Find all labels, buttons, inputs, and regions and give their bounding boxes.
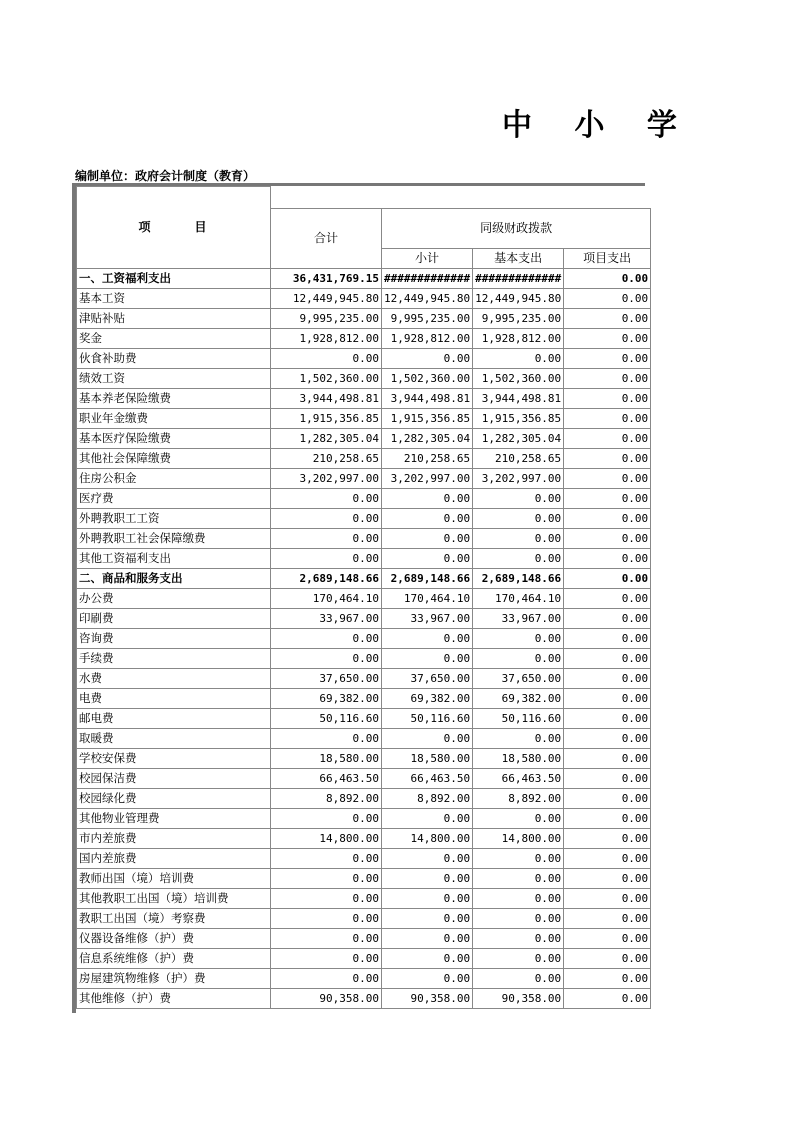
row-name: 职业年金缴费 (77, 409, 271, 429)
row-total: 0.00 (271, 729, 382, 749)
row-name: 手续费 (77, 649, 271, 669)
row-subtotal: 0.00 (382, 629, 473, 649)
row-total: 90,358.00 (271, 989, 382, 1009)
row-project: 0.00 (564, 749, 651, 769)
row-basic: 37,650.00 (473, 669, 564, 689)
row-project: 0.00 (564, 569, 651, 589)
row-subtotal: 1,915,356.85 (382, 409, 473, 429)
row-subtotal: 1,928,812.00 (382, 329, 473, 349)
row-name: 市内差旅费 (77, 829, 271, 849)
row-total: 2,689,148.66 (271, 569, 382, 589)
row-subtotal: 69,382.00 (382, 689, 473, 709)
row-name: 国内差旅费 (77, 849, 271, 869)
header-project: 项目支出 (564, 249, 651, 269)
row-name: 校园绿化费 (77, 789, 271, 809)
row-project: 0.00 (564, 609, 651, 629)
row-basic: 0.00 (473, 909, 564, 929)
table-row (77, 409, 651, 429)
row-name: 基本养老保险缴费 (77, 389, 271, 409)
row-project: 0.00 (564, 989, 651, 1009)
table-row (77, 849, 651, 869)
row-total: 18,580.00 (271, 749, 382, 769)
row-total: 1,282,305.04 (271, 429, 382, 449)
row-total: 14,800.00 (271, 829, 382, 849)
row-project: 0.00 (564, 809, 651, 829)
row-total: 69,382.00 (271, 689, 382, 709)
row-total: 37,650.00 (271, 669, 382, 689)
row-subtotal: 0.00 (382, 649, 473, 669)
row-basic: 90,358.00 (473, 989, 564, 1009)
row-basic: 0.00 (473, 849, 564, 869)
row-project: 0.00 (564, 549, 651, 569)
row-name: 医疗费 (77, 489, 271, 509)
row-subtotal: 18,580.00 (382, 749, 473, 769)
row-subtotal: 0.00 (382, 929, 473, 949)
row-basic: 0.00 (473, 349, 564, 369)
row-name: 奖金 (77, 329, 271, 349)
table-row (77, 369, 651, 389)
row-basic: 66,463.50 (473, 769, 564, 789)
row-total: 210,258.65 (271, 449, 382, 469)
row-project: 0.00 (564, 769, 651, 789)
row-project: 0.00 (564, 329, 651, 349)
table-row (77, 889, 651, 909)
row-subtotal: 0.00 (382, 489, 473, 509)
row-name: 其他社会保障缴费 (77, 449, 271, 469)
row-basic: 3,944,498.81 (473, 389, 564, 409)
row-total: 0.00 (271, 509, 382, 529)
row-project: 0.00 (564, 289, 651, 309)
table-row (77, 689, 651, 709)
row-name: 取暖费 (77, 729, 271, 749)
row-basic: 0.00 (473, 929, 564, 949)
row-project: 0.00 (564, 709, 651, 729)
row-project: 0.00 (564, 729, 651, 749)
row-total: 0.00 (271, 629, 382, 649)
table-row (77, 869, 651, 889)
row-total: 0.00 (271, 969, 382, 989)
row-name: 学校安保费 (77, 749, 271, 769)
row-name: 其他教职工出国（境）培训费 (77, 889, 271, 909)
row-subtotal: 0.00 (382, 509, 473, 529)
row-subtotal: 14,800.00 (382, 829, 473, 849)
row-project: 0.00 (564, 669, 651, 689)
row-name: 外聘教职工社会保障缴费 (77, 529, 271, 549)
table-row (77, 569, 651, 589)
row-name: 伙食补助费 (77, 349, 271, 369)
row-name: 咨询费 (77, 629, 271, 649)
row-subtotal: 210,258.65 (382, 449, 473, 469)
row-total: 66,463.50 (271, 769, 382, 789)
table-row (77, 429, 651, 449)
table-row (77, 609, 651, 629)
row-project: 0.00 (564, 629, 651, 649)
row-name: 其他物业管理费 (77, 809, 271, 829)
table-row (77, 309, 651, 329)
table-row (77, 949, 651, 969)
row-total: 8,892.00 (271, 789, 382, 809)
row-total: 1,915,356.85 (271, 409, 382, 429)
row-total: 0.00 (271, 809, 382, 829)
expense-table (76, 186, 651, 1009)
row-basic: 0.00 (473, 969, 564, 989)
table-row (77, 329, 651, 349)
row-total: 9,995,235.00 (271, 309, 382, 329)
row-subtotal: 66,463.50 (382, 769, 473, 789)
row-subtotal: 0.00 (382, 889, 473, 909)
row-total: 0.00 (271, 349, 382, 369)
row-subtotal: 33,967.00 (382, 609, 473, 629)
row-basic: 0.00 (473, 949, 564, 969)
row-project: 0.00 (564, 869, 651, 889)
row-basic: 14,800.00 (473, 829, 564, 849)
row-subtotal: 0.00 (382, 809, 473, 829)
row-project: 0.00 (564, 349, 651, 369)
row-basic: 3,202,997.00 (473, 469, 564, 489)
row-project: 0.00 (564, 269, 651, 289)
row-project: 0.00 (564, 429, 651, 449)
row-basic: ############# (473, 269, 564, 289)
row-project: 0.00 (564, 789, 651, 809)
row-basic: 0.00 (473, 869, 564, 889)
header-group: 同级财政拨款 (382, 209, 651, 249)
row-basic: 0.00 (473, 649, 564, 669)
row-subtotal: 1,282,305.04 (382, 429, 473, 449)
table-row (77, 929, 651, 949)
table-row (77, 969, 651, 989)
table-row (77, 509, 651, 529)
row-name: 外聘教职工工资 (77, 509, 271, 529)
row-name: 其他维修（护）费 (77, 989, 271, 1009)
row-total: 3,202,997.00 (271, 469, 382, 489)
table-row (77, 529, 651, 549)
unit-label: 编制单位：政府会计制度（教育） (75, 169, 256, 183)
table-row (77, 729, 651, 749)
row-name: 其他工资福利支出 (77, 549, 271, 569)
table-row (77, 829, 651, 849)
row-basic: 1,502,360.00 (473, 369, 564, 389)
table-row (77, 909, 651, 929)
row-basic: 1,915,356.85 (473, 409, 564, 429)
table-row (77, 769, 651, 789)
row-total: 0.00 (271, 929, 382, 949)
header-item: 项 目 (77, 187, 271, 269)
row-project: 0.00 (564, 409, 651, 429)
table-row (77, 789, 651, 809)
row-total: 12,449,945.80 (271, 289, 382, 309)
table-row (77, 349, 651, 369)
row-total: 0.00 (271, 909, 382, 929)
row-total: 3,944,498.81 (271, 389, 382, 409)
header-subtotal: 小计 (382, 249, 473, 269)
row-subtotal: 3,944,498.81 (382, 389, 473, 409)
table-row (77, 269, 651, 289)
row-name: 一、工资福利支出 (77, 269, 271, 289)
row-basic: 50,116.60 (473, 709, 564, 729)
row-basic: 8,892.00 (473, 789, 564, 809)
row-subtotal: 2,689,148.66 (382, 569, 473, 589)
row-name: 基本工资 (77, 289, 271, 309)
row-basic: 18,580.00 (473, 749, 564, 769)
row-name: 电费 (77, 689, 271, 709)
row-total: 170,464.10 (271, 589, 382, 609)
row-total: 0.00 (271, 549, 382, 569)
row-total: 0.00 (271, 529, 382, 549)
row-subtotal: 3,202,997.00 (382, 469, 473, 489)
row-subtotal: 170,464.10 (382, 589, 473, 609)
row-name: 办公费 (77, 589, 271, 609)
row-name: 校园保洁费 (77, 769, 271, 789)
header-total: 合计 (271, 209, 382, 269)
row-basic: 0.00 (473, 889, 564, 909)
row-basic: 9,995,235.00 (473, 309, 564, 329)
row-subtotal: 1,502,360.00 (382, 369, 473, 389)
row-basic: 2,689,148.66 (473, 569, 564, 589)
row-project: 0.00 (564, 529, 651, 549)
row-subtotal: 0.00 (382, 849, 473, 869)
row-project: 0.00 (564, 449, 651, 469)
row-subtotal: 9,995,235.00 (382, 309, 473, 329)
row-basic: 210,258.65 (473, 449, 564, 469)
row-project: 0.00 (564, 929, 651, 949)
table-row (77, 389, 651, 409)
row-project: 0.00 (564, 469, 651, 489)
table-row (77, 809, 651, 829)
row-name: 印刷费 (77, 609, 271, 629)
row-basic: 0.00 (473, 549, 564, 569)
row-subtotal: 0.00 (382, 869, 473, 889)
row-name: 房屋建筑物维修（护）费 (77, 969, 271, 989)
row-subtotal: 37,650.00 (382, 669, 473, 689)
row-name: 邮电费 (77, 709, 271, 729)
row-total: 36,431,769.15 (271, 269, 382, 289)
row-name: 基本医疗保险缴费 (77, 429, 271, 449)
header-basic: 基本支出 (473, 249, 564, 269)
table-row (77, 289, 651, 309)
row-basic: 0.00 (473, 529, 564, 549)
row-total: 1,928,812.00 (271, 329, 382, 349)
row-total: 0.00 (271, 889, 382, 909)
row-subtotal: 0.00 (382, 549, 473, 569)
row-name: 绩效工资 (77, 369, 271, 389)
table-row (77, 709, 651, 729)
row-name: 二、商品和服务支出 (77, 569, 271, 589)
row-basic: 0.00 (473, 629, 564, 649)
table-row (77, 629, 651, 649)
row-project: 0.00 (564, 949, 651, 969)
row-subtotal: 0.00 (382, 349, 473, 369)
row-name: 信息系统维修（护）费 (77, 949, 271, 969)
row-name: 住房公积金 (77, 469, 271, 489)
table-row (77, 469, 651, 489)
row-subtotal: ############# (382, 269, 473, 289)
row-subtotal: 0.00 (382, 949, 473, 969)
row-total: 0.00 (271, 949, 382, 969)
row-subtotal: 0.00 (382, 529, 473, 549)
row-project: 0.00 (564, 489, 651, 509)
table-row (77, 489, 651, 509)
row-total: 0.00 (271, 849, 382, 869)
row-subtotal: 0.00 (382, 909, 473, 929)
table-row (77, 749, 651, 769)
row-basic: 0.00 (473, 509, 564, 529)
header-blank (271, 187, 651, 209)
row-total: 0.00 (271, 489, 382, 509)
row-basic: 170,464.10 (473, 589, 564, 609)
table-row (77, 989, 651, 1009)
row-total: 0.00 (271, 869, 382, 889)
table-row (77, 549, 651, 569)
row-name: 水费 (77, 669, 271, 689)
row-project: 0.00 (564, 689, 651, 709)
row-project: 0.00 (564, 369, 651, 389)
row-subtotal: 0.00 (382, 969, 473, 989)
row-subtotal: 8,892.00 (382, 789, 473, 809)
row-project: 0.00 (564, 649, 651, 669)
page-title: 中 小 学 (502, 108, 693, 143)
row-basic: 1,928,812.00 (473, 329, 564, 349)
row-project: 0.00 (564, 829, 651, 849)
row-basic: 0.00 (473, 489, 564, 509)
row-name: 教职工出国（境）考察费 (77, 909, 271, 929)
table-row (77, 669, 651, 689)
table-row (77, 649, 651, 669)
row-basic: 1,282,305.04 (473, 429, 564, 449)
row-name: 津贴补贴 (77, 309, 271, 329)
row-project: 0.00 (564, 509, 651, 529)
row-subtotal: 50,116.60 (382, 709, 473, 729)
row-project: 0.00 (564, 309, 651, 329)
row-project: 0.00 (564, 889, 651, 909)
row-basic: 33,967.00 (473, 609, 564, 629)
row-total: 0.00 (271, 649, 382, 669)
row-project: 0.00 (564, 589, 651, 609)
table-row (77, 589, 651, 609)
row-name: 仪器设备维修（护）费 (77, 929, 271, 949)
row-basic: 0.00 (473, 729, 564, 749)
table-row (77, 449, 651, 469)
row-basic: 0.00 (473, 809, 564, 829)
row-basic: 69,382.00 (473, 689, 564, 709)
row-project: 0.00 (564, 969, 651, 989)
row-total: 33,967.00 (271, 609, 382, 629)
row-total: 50,116.60 (271, 709, 382, 729)
row-subtotal: 0.00 (382, 729, 473, 749)
row-project: 0.00 (564, 849, 651, 869)
row-name: 教师出国（境）培训费 (77, 869, 271, 889)
row-project: 0.00 (564, 909, 651, 929)
row-project: 0.00 (564, 389, 651, 409)
row-subtotal: 12,449,945.80 (382, 289, 473, 309)
row-basic: 12,449,945.80 (473, 289, 564, 309)
row-subtotal: 90,358.00 (382, 989, 473, 1009)
table-body (77, 269, 651, 1009)
row-total: 1,502,360.00 (271, 369, 382, 389)
